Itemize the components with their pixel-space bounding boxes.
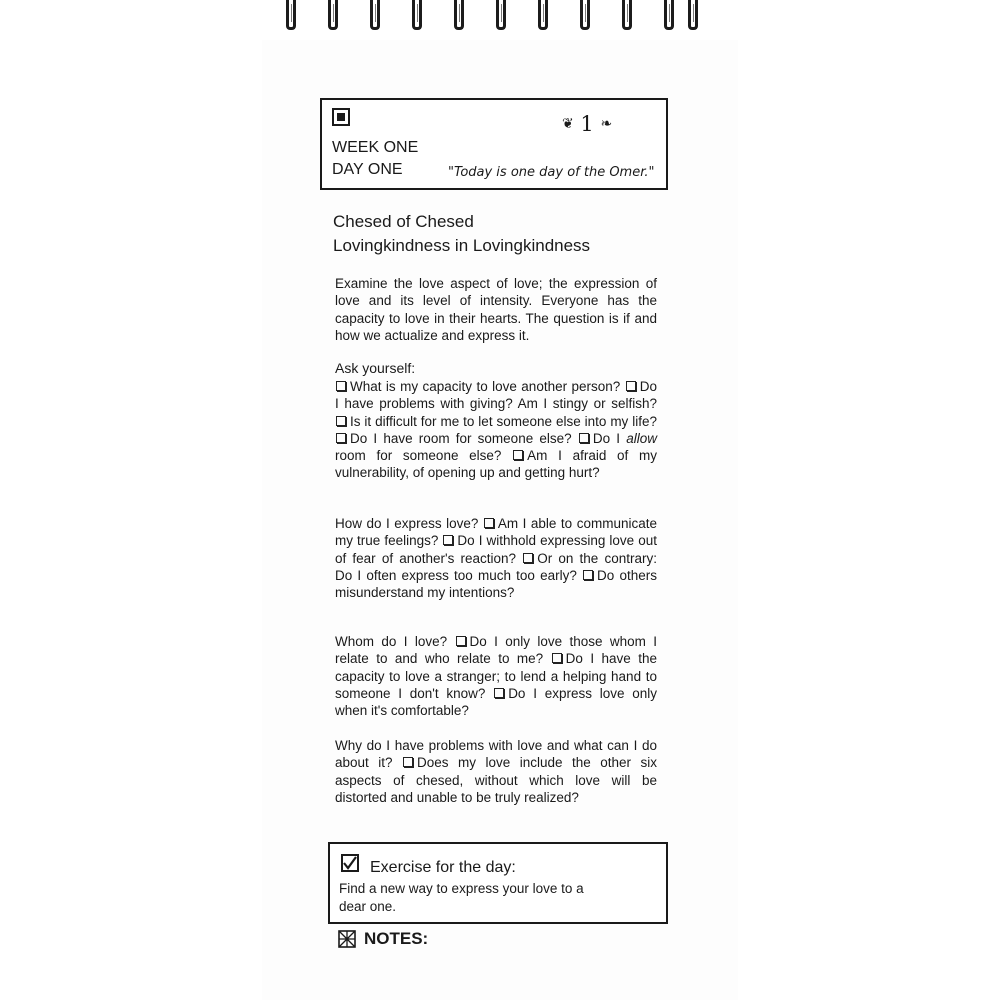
checkbox-icon[interactable]	[513, 450, 523, 460]
spiral-binding	[286, 0, 706, 36]
question-text: Do others misunderstand my intentions?	[335, 567, 658, 601]
exercise-box	[328, 842, 668, 924]
question-text: Do I only love those whom I relate to and who relate to me?	[335, 634, 657, 667]
spiral-ring	[370, 0, 380, 30]
question-text: Am I able to communicate my true feelings?	[335, 516, 657, 549]
spiral-ring	[496, 0, 506, 30]
intro-paragraph: Examine the love aspect of love; the expression of love and its level of intensity. Everyone has the capacity to love in their hearts. The question is if and how we actualize and express it.	[335, 276, 657, 343]
question-text: Do I	[592, 430, 621, 446]
notes-label: NOTES:	[364, 929, 429, 948]
checkbox-icon[interactable]	[494, 688, 504, 698]
checkbox-icon[interactable]	[443, 535, 453, 545]
ornament-left-icon: ❦	[562, 116, 574, 132]
notes-icon	[338, 930, 356, 948]
week-label: WEEK ONE	[332, 139, 419, 156]
question-text: Whom do I love?	[335, 634, 448, 649]
question-text: Do I have room for someone else?	[350, 430, 572, 446]
why-questions	[335, 737, 657, 806]
ask-yourself-heading: Ask yourself:	[335, 360, 416, 376]
spiral-ring	[286, 0, 296, 30]
question-text: Do I have the capacity to love a stranger; to lend a helping hand to someone I don't know?	[335, 651, 657, 701]
question-text: Do I have problems with giving? Am I stingy or selfish?	[335, 379, 657, 412]
question-text: Do I withhold expressing love out of fear of another's reaction?	[335, 533, 657, 566]
question-text: Is it difficult for me to let someone else into my life?	[350, 413, 657, 429]
checkbox-icon[interactable]	[336, 433, 346, 443]
checkbox-icon[interactable]	[456, 636, 466, 646]
question-text: Am I afraid of my vulnerability, of opening up and getting hurt?	[335, 448, 657, 481]
checkbox-icon[interactable]	[484, 518, 494, 528]
square-icon	[332, 108, 350, 126]
checkbox-icon[interactable]	[552, 653, 562, 663]
question-text: Does my love include the other six aspects of chesed, without which love will be distorted and unable to be truly realized?	[335, 755, 657, 805]
day-label: DAY ONE	[332, 161, 403, 178]
checkbox-icon[interactable]	[403, 757, 413, 767]
question-text: Do I express love only when it's comfortable?	[335, 685, 657, 719]
day-number	[562, 112, 612, 136]
question-text: Why do I have problems with love and what can I do about it?	[335, 738, 657, 771]
checkbox-icon[interactable]	[336, 381, 346, 391]
spiral-ring	[328, 0, 338, 30]
page-title: Chesed of Chesed	[333, 212, 474, 231]
day-number-value: 1	[580, 112, 594, 136]
spiral-ring	[688, 0, 698, 30]
page-subtitle: Lovingkindness in Lovingkindness	[333, 236, 591, 255]
express-questions	[335, 515, 657, 601]
question-text: How do I express love?	[335, 516, 479, 531]
spiral-ring	[664, 0, 674, 30]
question-text: room for someone else?	[335, 448, 502, 464]
question-text: What is my capacity to love another person?	[350, 379, 621, 394]
checked-box-icon	[341, 854, 359, 872]
spiral-ring	[580, 0, 590, 30]
spiral-ring	[622, 0, 632, 30]
day-header-box	[320, 98, 668, 190]
exercise-title: Exercise for the day:	[370, 859, 516, 876]
spiral-ring	[454, 0, 464, 30]
spiral-ring	[412, 0, 422, 30]
checkbox-icon[interactable]	[626, 381, 636, 391]
checkbox-icon[interactable]	[523, 553, 533, 563]
question-emphasis: allow	[626, 430, 657, 446]
question-text: Or on the contrary: Do I often express too much too early?	[335, 550, 657, 583]
ornament-right-icon: ❧	[600, 116, 613, 132]
exercise-text: Find a new way to express your love to a dear one.	[339, 881, 584, 914]
ask-questions	[335, 378, 657, 482]
omer-quote: "Today is one day of the Omer."	[448, 165, 655, 180]
checkbox-icon[interactable]	[583, 570, 593, 580]
spiral-ring	[538, 0, 548, 30]
checkbox-icon[interactable]	[336, 416, 346, 426]
whom-questions	[335, 633, 657, 719]
checkbox-icon[interactable]	[579, 433, 589, 443]
check-mark-icon	[343, 856, 357, 870]
